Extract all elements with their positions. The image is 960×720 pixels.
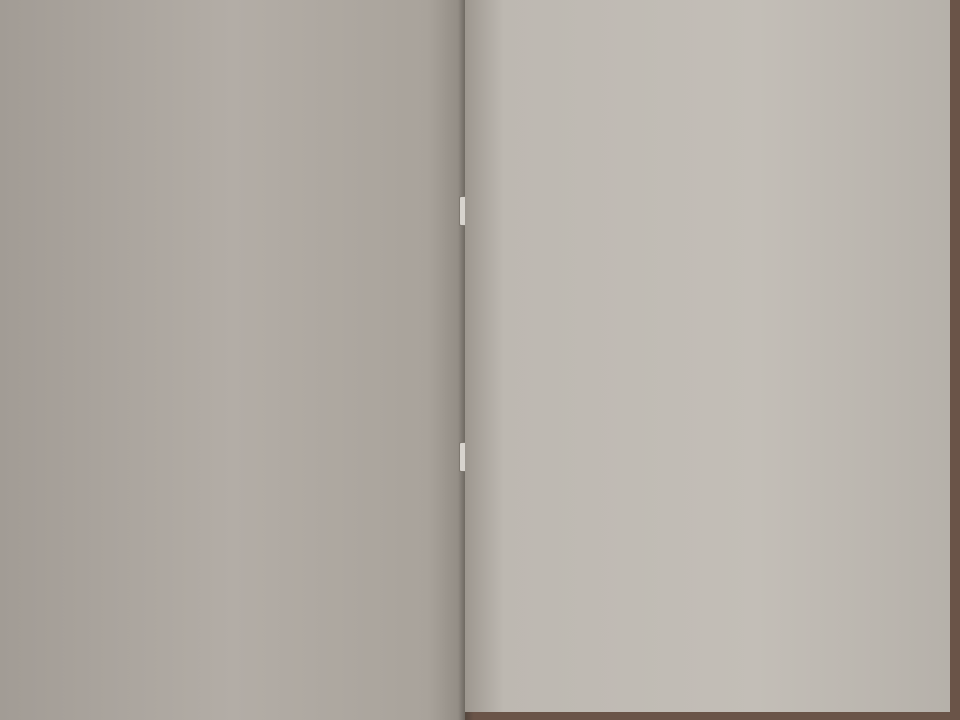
right-page-content — [505, 38, 925, 44]
right-page — [465, 0, 950, 712]
left-page — [0, 0, 465, 720]
left-page-content — [38, 112, 438, 118]
